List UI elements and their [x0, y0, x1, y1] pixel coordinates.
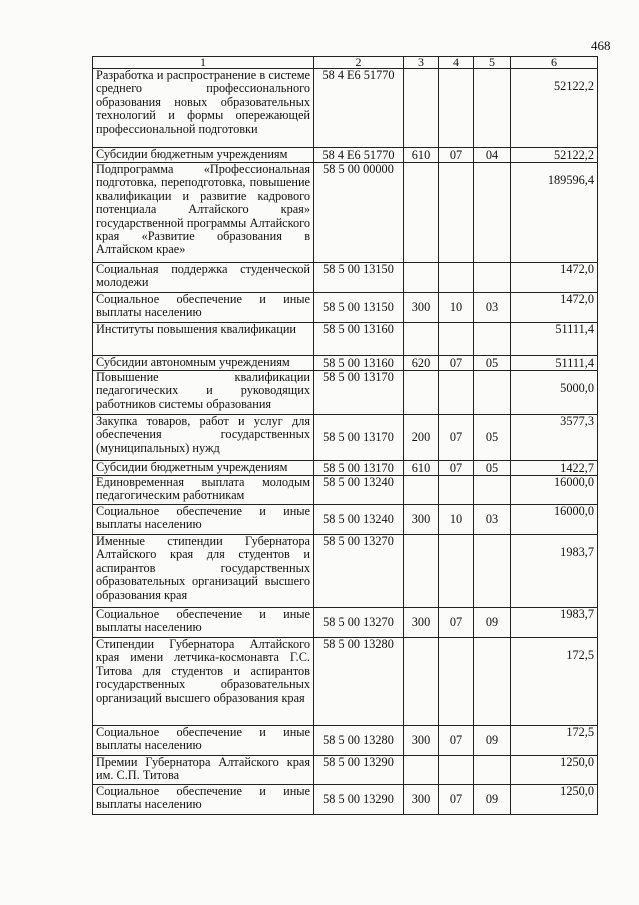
- row-amount: 1983,7: [511, 608, 598, 638]
- row-col-3: 300: [404, 293, 439, 323]
- row-col-4: [439, 323, 474, 356]
- row-amount: 16000,0: [511, 476, 598, 505]
- row-col-4: [439, 638, 474, 726]
- row-col-3: 200: [404, 415, 439, 461]
- row-col-3: [404, 323, 439, 356]
- row-col-5: 09: [474, 785, 511, 815]
- row-col-5: [474, 163, 511, 263]
- row-col-3: [404, 638, 439, 726]
- row-col-5: [474, 535, 511, 608]
- table-row: [93, 415, 598, 461]
- row-amount: 1422,7: [511, 461, 598, 476]
- row-col-3: 610: [404, 461, 439, 476]
- row-col-4: 10: [439, 505, 474, 535]
- row-col-5: 03: [474, 505, 511, 535]
- header-col-5: 5: [474, 57, 511, 69]
- row-code: 58 5 00 13270: [314, 535, 404, 608]
- row-col-4: [439, 69, 474, 148]
- row-name: Повышение квалификации педагогических и руководящих работников системы образования: [93, 371, 314, 415]
- row-col-3: [404, 476, 439, 505]
- row-col-3: [404, 69, 439, 148]
- row-amount: 1983,7: [511, 535, 598, 608]
- row-amount: 51111,4: [511, 356, 598, 371]
- table-row: [93, 476, 598, 505]
- row-col-4: [439, 476, 474, 505]
- row-col-5: [474, 638, 511, 726]
- row-name: Социальное обеспечение и иные выплаты населению: [93, 726, 314, 756]
- row-amount: 52122,2: [511, 148, 598, 163]
- row-code: 58 5 00 13170: [314, 415, 404, 461]
- row-col-3: 620: [404, 356, 439, 371]
- table-row: [93, 263, 598, 293]
- row-code: 58 5 00 13150: [314, 263, 404, 293]
- row-code: 58 4 Е6 51770: [314, 148, 404, 163]
- row-name: Социальная поддержка студенческой молодежи: [93, 263, 314, 293]
- row-col-5: 05: [474, 461, 511, 476]
- table-row: [93, 756, 598, 785]
- row-col-4: [439, 163, 474, 263]
- row-code: 58 5 00 13240: [314, 505, 404, 535]
- table-body: [93, 69, 598, 815]
- table-row: [93, 535, 598, 608]
- row-col-5: [474, 476, 511, 505]
- table-row: [93, 726, 598, 756]
- table-row: [93, 323, 598, 356]
- table-row: [93, 461, 598, 476]
- row-name: Социальное обеспечение и иные выплаты населению: [93, 293, 314, 323]
- row-col-3: 300: [404, 785, 439, 815]
- row-amount: 51111,4: [511, 323, 598, 356]
- row-name: Единовременная выплата молодым педагогическим работникам: [93, 476, 314, 505]
- row-name: Подпрограмма «Профессиональная подготовка, переподготовка, повышение квалификации и развитие кадрового потенциала Алтайского края» государственной программы Алтайского края «Развитие образования в Алтайском крае»: [93, 163, 314, 263]
- table-row: [93, 293, 598, 323]
- row-name: Именные стипендии Губернатора Алтайского края для студентов и аспирантов государственных образовательных организаций высшего образования края: [93, 535, 314, 608]
- row-name: Институты повышения квалификации: [93, 323, 314, 356]
- row-col-5: [474, 371, 511, 415]
- row-code: 58 5 00 13160: [314, 356, 404, 371]
- row-amount: 1472,0: [511, 263, 598, 293]
- row-code: 58 5 00 13150: [314, 293, 404, 323]
- row-col-3: [404, 263, 439, 293]
- row-col-3: [404, 163, 439, 263]
- table-row: [93, 608, 598, 638]
- row-col-5: 09: [474, 726, 511, 756]
- row-name: Социальное обеспечение и иные выплаты населению: [93, 785, 314, 815]
- row-name: Социальное обеспечение и иные выплаты населению: [93, 505, 314, 535]
- row-col-3: 610: [404, 148, 439, 163]
- row-col-5: [474, 263, 511, 293]
- row-col-4: 07: [439, 415, 474, 461]
- row-col-5: 04: [474, 148, 511, 163]
- row-code: 58 5 00 13290: [314, 756, 404, 785]
- header-col-1: 1: [93, 57, 314, 69]
- row-col-3: 300: [404, 726, 439, 756]
- row-col-5: [474, 323, 511, 356]
- header-col-3: 3: [404, 57, 439, 69]
- row-amount: 1250,0: [511, 756, 598, 785]
- row-amount: 5000,0: [511, 371, 598, 415]
- table-row: [93, 371, 598, 415]
- row-col-5: 09: [474, 608, 511, 638]
- row-code: 58 4 Е6 51770: [314, 69, 404, 148]
- row-code: 58 5 00 13170: [314, 461, 404, 476]
- row-col-4: 07: [439, 608, 474, 638]
- header-col-4: 4: [439, 57, 474, 69]
- row-col-4: 10: [439, 293, 474, 323]
- page-number: 468: [591, 38, 611, 53]
- row-name: Субсидии автономным учреждениям: [93, 356, 314, 371]
- row-name: Разработка и распространение в системе среднего профессионального образования новых образовательных технологий и формы опережающей профессиональной подготовки: [93, 69, 314, 148]
- table-row: [93, 505, 598, 535]
- row-amount: 189596,4: [511, 163, 598, 263]
- row-amount: 52122,2: [511, 69, 598, 148]
- table-row: [93, 148, 598, 163]
- row-col-4: [439, 756, 474, 785]
- row-name: Субсидии бюджетным учреждениям: [93, 148, 314, 163]
- budget-table: [92, 56, 598, 815]
- row-code: 58 5 00 13280: [314, 638, 404, 726]
- row-code: 58 5 00 13280: [314, 726, 404, 756]
- row-name: Премии Губернатора Алтайского края им. С.П. Титова: [93, 756, 314, 785]
- row-amount: 16000,0: [511, 505, 598, 535]
- row-code: 58 5 00 13270: [314, 608, 404, 638]
- row-col-5: 05: [474, 415, 511, 461]
- table-row: [93, 163, 598, 263]
- table-row: [93, 356, 598, 371]
- row-amount: 172,5: [511, 726, 598, 756]
- row-col-4: [439, 535, 474, 608]
- table-row: [93, 638, 598, 726]
- row-col-3: [404, 535, 439, 608]
- table-row: [93, 69, 598, 148]
- row-code: 58 5 00 13160: [314, 323, 404, 356]
- row-name: Закупка товаров, работ и услуг для обеспечения государственных (муниципальных) нужд: [93, 415, 314, 461]
- row-col-3: [404, 756, 439, 785]
- row-col-5: 03: [474, 293, 511, 323]
- header-col-2: 2: [314, 57, 404, 69]
- row-name: Стипендии Губернатора Алтайского края имени летчика-космонавта Г.С. Титова для студентов и аспирантов государственных образовательных организаций высшего образования края: [93, 638, 314, 726]
- row-col-5: 05: [474, 356, 511, 371]
- row-amount: 172,5: [511, 638, 598, 726]
- table-header-row: [93, 57, 598, 69]
- row-code: 58 5 00 13170: [314, 371, 404, 415]
- row-col-5: [474, 69, 511, 148]
- row-code: 58 5 00 13240: [314, 476, 404, 505]
- row-col-4: 07: [439, 148, 474, 163]
- row-col-4: 07: [439, 785, 474, 815]
- row-amount: 1250,0: [511, 785, 598, 815]
- row-col-4: [439, 263, 474, 293]
- header-col-6: 6: [511, 57, 598, 69]
- row-code: 58 5 00 13290: [314, 785, 404, 815]
- row-col-3: [404, 371, 439, 415]
- row-name: Субсидии бюджетным учреждениям: [93, 461, 314, 476]
- row-col-4: [439, 371, 474, 415]
- row-col-4: 07: [439, 356, 474, 371]
- row-code: 58 5 00 00000: [314, 163, 404, 263]
- row-col-4: 07: [439, 461, 474, 476]
- row-name: Социальное обеспечение и иные выплаты населению: [93, 608, 314, 638]
- row-amount: 1472,0: [511, 293, 598, 323]
- row-col-4: 07: [439, 726, 474, 756]
- row-amount: 3577,3: [511, 415, 598, 461]
- row-col-3: 300: [404, 608, 439, 638]
- row-col-3: 300: [404, 505, 439, 535]
- row-col-5: [474, 756, 511, 785]
- table-row: [93, 785, 598, 815]
